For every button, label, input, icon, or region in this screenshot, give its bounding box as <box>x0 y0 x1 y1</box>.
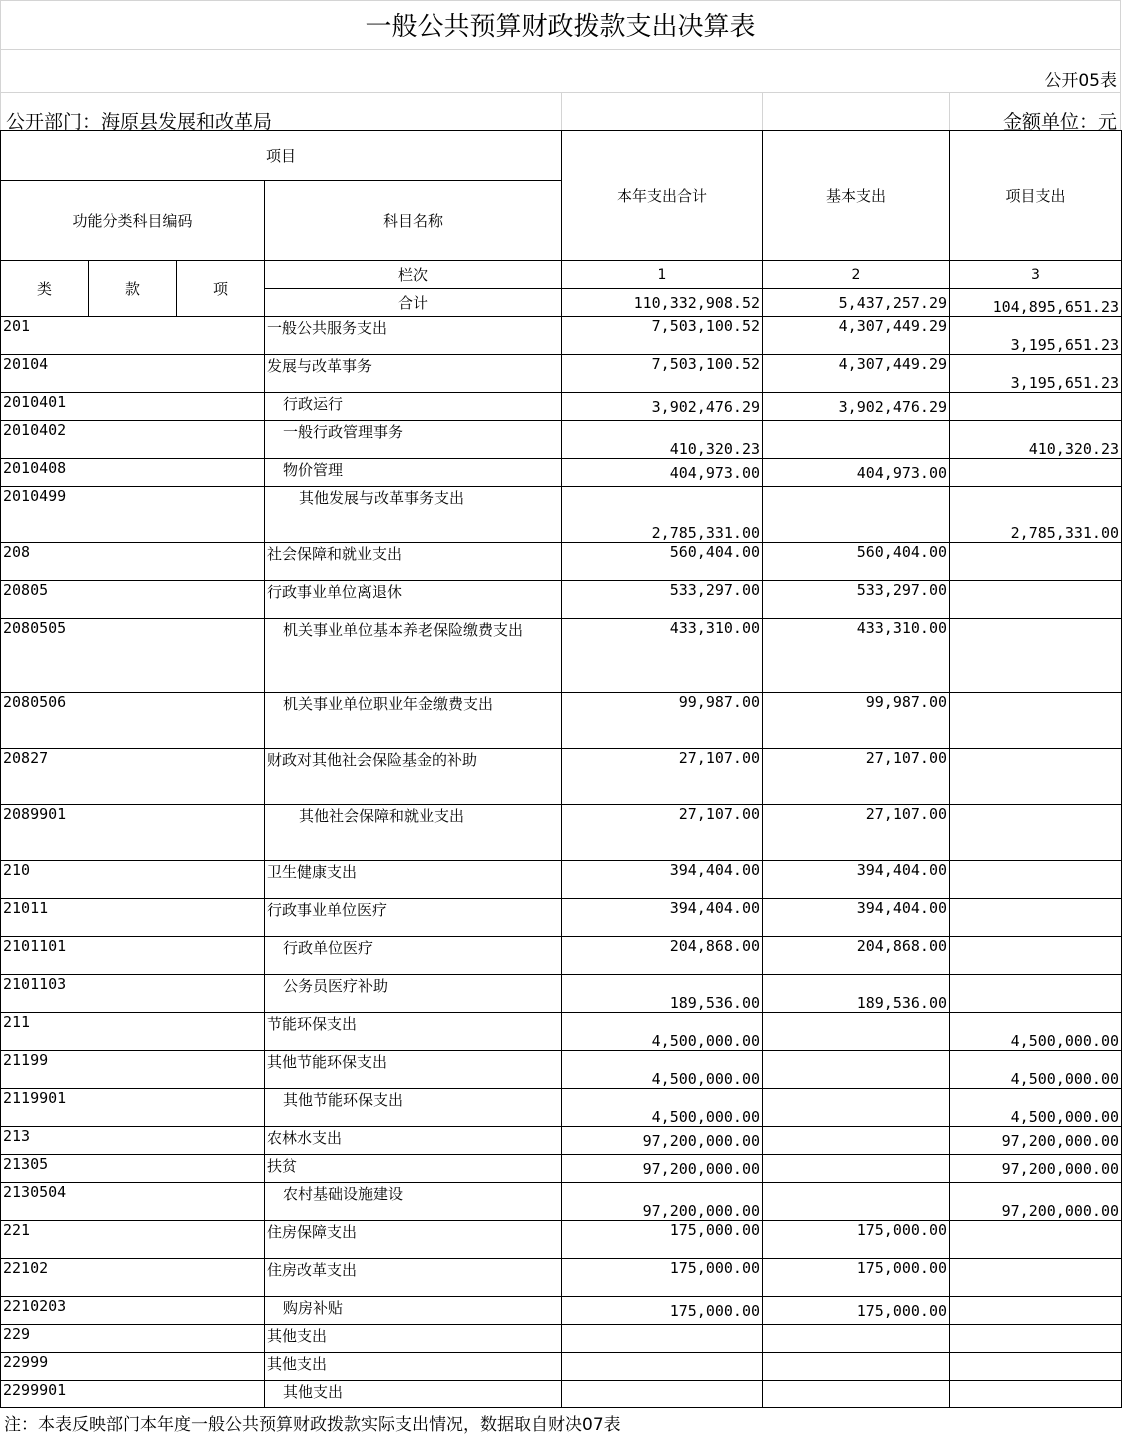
subject-code: 2299901 <box>1 1381 265 1408</box>
project-amount <box>950 693 1122 749</box>
subject-name: 节能环保支出 <box>265 1013 562 1051</box>
table-row <box>1 487 1122 543</box>
sum-total: 110,332,908.52 <box>562 289 763 317</box>
total-amount <box>562 1353 763 1381</box>
col-index-1: 1 <box>562 261 763 289</box>
basic-amount <box>763 1089 950 1127</box>
total-amount: 394,404.00 <box>562 861 763 899</box>
table-row <box>1 861 1122 899</box>
total-amount: 3,902,476.29 <box>562 393 763 421</box>
total-amount: 97,200,000.00 <box>562 1183 763 1221</box>
subject-code: 2210203 <box>1 1297 265 1325</box>
subject-code: 21199 <box>1 1051 265 1089</box>
table-row <box>1 937 1122 975</box>
table-row <box>1 1183 1122 1221</box>
subject-code: 2010401 <box>1 393 265 421</box>
subject-code: 210 <box>1 861 265 899</box>
subject-code: 2010499 <box>1 487 265 543</box>
table-row <box>1 1221 1122 1259</box>
total-amount: 97,200,000.00 <box>562 1127 763 1155</box>
basic-amount: 394,404.00 <box>763 861 950 899</box>
project-amount: 4,500,000.00 <box>950 1051 1122 1089</box>
total-amount: 27,107.00 <box>562 805 763 861</box>
total-amount: 410,320.23 <box>562 421 763 459</box>
table-row <box>1 1297 1122 1325</box>
project-amount: 4,500,000.00 <box>950 1089 1122 1127</box>
table-row <box>1 317 1122 355</box>
table-row <box>1 459 1122 487</box>
basic-amount <box>763 1013 950 1051</box>
meta-divider <box>949 92 950 130</box>
total-amount: 533,297.00 <box>562 581 763 619</box>
basic-amount: 99,987.00 <box>763 693 950 749</box>
basic-amount: 4,307,449.29 <box>763 317 950 355</box>
subject-code: 2080506 <box>1 693 265 749</box>
subject-code: 201 <box>1 317 265 355</box>
basic-amount: 175,000.00 <box>763 1297 950 1325</box>
project-amount <box>950 937 1122 975</box>
project-amount <box>950 1325 1122 1353</box>
basic-amount <box>763 421 950 459</box>
project-amount <box>950 1259 1122 1297</box>
kuan-header: 款 <box>89 261 177 317</box>
project-amount <box>950 975 1122 1013</box>
project-amount <box>950 1221 1122 1259</box>
subject-name: 其他社会保障和就业支出 <box>265 805 562 861</box>
meta-divider <box>762 92 763 130</box>
table-row <box>1 1155 1122 1183</box>
project-amount: 2,785,331.00 <box>950 487 1122 543</box>
subject-name: 住房保障支出 <box>265 1221 562 1259</box>
footnote: 注：本表反映部门本年度一般公共预算财政拨款实际支出情况，数据取自财决07表 <box>4 1415 621 1435</box>
total-amount: 189,536.00 <box>562 975 763 1013</box>
project-amount <box>950 1353 1122 1381</box>
table-row <box>1 619 1122 693</box>
basic-amount: 204,868.00 <box>763 937 950 975</box>
lanci-header: 栏次 <box>265 261 562 289</box>
department-label: 公开部门：海原县发展和改革局 <box>6 111 273 133</box>
table-row <box>1 421 1122 459</box>
subject-code: 20827 <box>1 749 265 805</box>
project-amount: 3,195,651.23 <box>950 355 1122 393</box>
basic-amount <box>763 1381 950 1408</box>
project-amount <box>950 1381 1122 1408</box>
meta-divider <box>1120 50 1121 130</box>
subject-code: 2101101 <box>1 937 265 975</box>
basic-amount: 189,536.00 <box>763 975 950 1013</box>
blank-row <box>0 50 1121 68</box>
form-number: 公开05表 <box>1044 71 1117 91</box>
basic-amount: 27,107.00 <box>763 749 950 805</box>
subject-code: 22999 <box>1 1353 265 1381</box>
item-header: 项目 <box>1 131 562 181</box>
basic-amount: 560,404.00 <box>763 543 950 581</box>
basic-amount <box>763 1155 950 1183</box>
subject-code: 21305 <box>1 1155 265 1183</box>
expenditure-table <box>0 130 1122 1408</box>
subject-name: 卫生健康支出 <box>265 861 562 899</box>
subject-code: 2119901 <box>1 1089 265 1127</box>
table-row <box>1 749 1122 805</box>
meta-divider <box>0 50 1 130</box>
unit-label: 金额单位：元 <box>1002 111 1117 133</box>
total-amount: 97,200,000.00 <box>562 1155 763 1183</box>
subject-name: 物价管理 <box>265 459 562 487</box>
subject-name: 其他支出 <box>265 1353 562 1381</box>
subject-code: 2080505 <box>1 619 265 693</box>
column-index-row <box>1 261 1122 289</box>
basic-amount <box>763 1127 950 1155</box>
table-row <box>1 581 1122 619</box>
basic-amount: 27,107.00 <box>763 805 950 861</box>
basic-amount: 433,310.00 <box>763 619 950 693</box>
total-amount: 7,503,100.52 <box>562 355 763 393</box>
table-row <box>1 1127 1122 1155</box>
table-row <box>1 1353 1122 1381</box>
subject-code: 229 <box>1 1325 265 1353</box>
total-amount: 433,310.00 <box>562 619 763 693</box>
lei-header: 类 <box>1 261 89 317</box>
subject-code: 2010408 <box>1 459 265 487</box>
subject-code: 2089901 <box>1 805 265 861</box>
xiang-header: 项 <box>177 261 265 317</box>
total-amount: 27,107.00 <box>562 749 763 805</box>
table-row <box>1 899 1122 937</box>
table-row <box>1 805 1122 861</box>
project-amount: 3,195,651.23 <box>950 317 1122 355</box>
table-row <box>1 975 1122 1013</box>
subject-name: 其他支出 <box>265 1325 562 1353</box>
table-row <box>1 693 1122 749</box>
total-amount <box>562 1381 763 1408</box>
sum-project: 104,895,651.23 <box>950 289 1122 317</box>
basic-amount <box>763 487 950 543</box>
total-amount: 7,503,100.52 <box>562 317 763 355</box>
subject-code: 211 <box>1 1013 265 1051</box>
subject-code: 21011 <box>1 899 265 937</box>
total-amount: 4,500,000.00 <box>562 1089 763 1127</box>
subject-name: 农村基础设施建设 <box>265 1183 562 1221</box>
subject-code: 221 <box>1 1221 265 1259</box>
project-amount: 410,320.23 <box>950 421 1122 459</box>
total-amount <box>562 1325 763 1353</box>
total-amount: 175,000.00 <box>562 1297 763 1325</box>
project-amount: 4,500,000.00 <box>950 1013 1122 1051</box>
table-row <box>1 1089 1122 1127</box>
meta-divider <box>561 92 562 130</box>
subject-name: 行政单位医疗 <box>265 937 562 975</box>
table-row <box>1 1381 1122 1408</box>
project-amount: 97,200,000.00 <box>950 1155 1122 1183</box>
total-amount: 99,987.00 <box>562 693 763 749</box>
subject-name: 一般公共服务支出 <box>265 317 562 355</box>
project-amount <box>950 861 1122 899</box>
subject-code: 208 <box>1 543 265 581</box>
header-row <box>1 131 1122 181</box>
total-row-label: 合计 <box>265 289 562 317</box>
project-amount <box>950 619 1122 693</box>
subject-name: 机关事业单位基本养老保险缴费支出 <box>265 619 562 693</box>
col-index-3: 3 <box>950 261 1122 289</box>
basic-amount <box>763 1353 950 1381</box>
subject-name: 财政对其他社会保险基金的补助 <box>265 749 562 805</box>
total-amount: 394,404.00 <box>562 899 763 937</box>
project-amount <box>950 393 1122 421</box>
report-title: 一般公共预算财政拨款支出决算表 <box>0 0 1121 50</box>
basic-amount: 175,000.00 <box>763 1259 950 1297</box>
basic-amount: 175,000.00 <box>763 1221 950 1259</box>
basic-amount: 4,307,449.29 <box>763 355 950 393</box>
subject-code: 213 <box>1 1127 265 1155</box>
subject-name: 其他支出 <box>265 1381 562 1408</box>
project-amount <box>950 543 1122 581</box>
col-index-2: 2 <box>763 261 950 289</box>
total-amount: 175,000.00 <box>562 1259 763 1297</box>
subject-name-header: 科目名称 <box>265 181 562 261</box>
basic-amount: 3,902,476.29 <box>763 393 950 421</box>
subject-name: 行政事业单位离退休 <box>265 581 562 619</box>
project-amount <box>950 1297 1122 1325</box>
table-row <box>1 1259 1122 1297</box>
total-amount: 2,785,331.00 <box>562 487 763 543</box>
project-amount <box>950 581 1122 619</box>
total-amount: 204,868.00 <box>562 937 763 975</box>
basic-amount <box>763 1051 950 1089</box>
basic-amount: 404,973.00 <box>763 459 950 487</box>
table-row <box>1 543 1122 581</box>
subject-name: 扶贫 <box>265 1155 562 1183</box>
subject-code: 22102 <box>1 1259 265 1297</box>
basic-amount: 394,404.00 <box>763 899 950 937</box>
basic-amount <box>763 1325 950 1353</box>
subject-name: 购房补贴 <box>265 1297 562 1325</box>
table-row <box>1 393 1122 421</box>
total-header: 本年支出合计 <box>562 131 763 261</box>
project-amount: 97,200,000.00 <box>950 1127 1122 1155</box>
basic-amount <box>763 1183 950 1221</box>
subject-name: 社会保障和就业支出 <box>265 543 562 581</box>
total-amount: 4,500,000.00 <box>562 1051 763 1089</box>
table-row <box>1 1325 1122 1353</box>
project-amount <box>950 899 1122 937</box>
table-row <box>1 1013 1122 1051</box>
subject-name: 其他发展与改革事务支出 <box>265 487 562 543</box>
project-amount <box>950 805 1122 861</box>
subject-code: 2130504 <box>1 1183 265 1221</box>
subject-name: 发展与改革事务 <box>265 355 562 393</box>
table-row <box>1 355 1122 393</box>
total-amount: 560,404.00 <box>562 543 763 581</box>
subject-code: 20104 <box>1 355 265 393</box>
total-amount: 175,000.00 <box>562 1221 763 1259</box>
sum-basic: 5,437,257.29 <box>763 289 950 317</box>
code-group-header: 功能分类科目编码 <box>1 181 265 261</box>
subject-code: 2010402 <box>1 421 265 459</box>
project-amount: 97,200,000.00 <box>950 1183 1122 1221</box>
project-amount <box>950 459 1122 487</box>
subject-name: 其他节能环保支出 <box>265 1051 562 1089</box>
subject-name: 住房改革支出 <box>265 1259 562 1297</box>
subject-name: 机关事业单位职业年金缴费支出 <box>265 693 562 749</box>
subject-name: 公务员医疗补助 <box>265 975 562 1013</box>
subject-code: 20805 <box>1 581 265 619</box>
project-header: 项目支出 <box>950 131 1122 261</box>
subject-code: 2101103 <box>1 975 265 1013</box>
total-amount: 404,973.00 <box>562 459 763 487</box>
subject-name: 农林水支出 <box>265 1127 562 1155</box>
basic-header: 基本支出 <box>763 131 950 261</box>
subject-name: 其他节能环保支出 <box>265 1089 562 1127</box>
table-row <box>1 1051 1122 1089</box>
total-amount: 4,500,000.00 <box>562 1013 763 1051</box>
subject-name: 行政事业单位医疗 <box>265 899 562 937</box>
subject-name: 一般行政管理事务 <box>265 421 562 459</box>
basic-amount: 533,297.00 <box>763 581 950 619</box>
project-amount <box>950 749 1122 805</box>
subject-name: 行政运行 <box>265 393 562 421</box>
